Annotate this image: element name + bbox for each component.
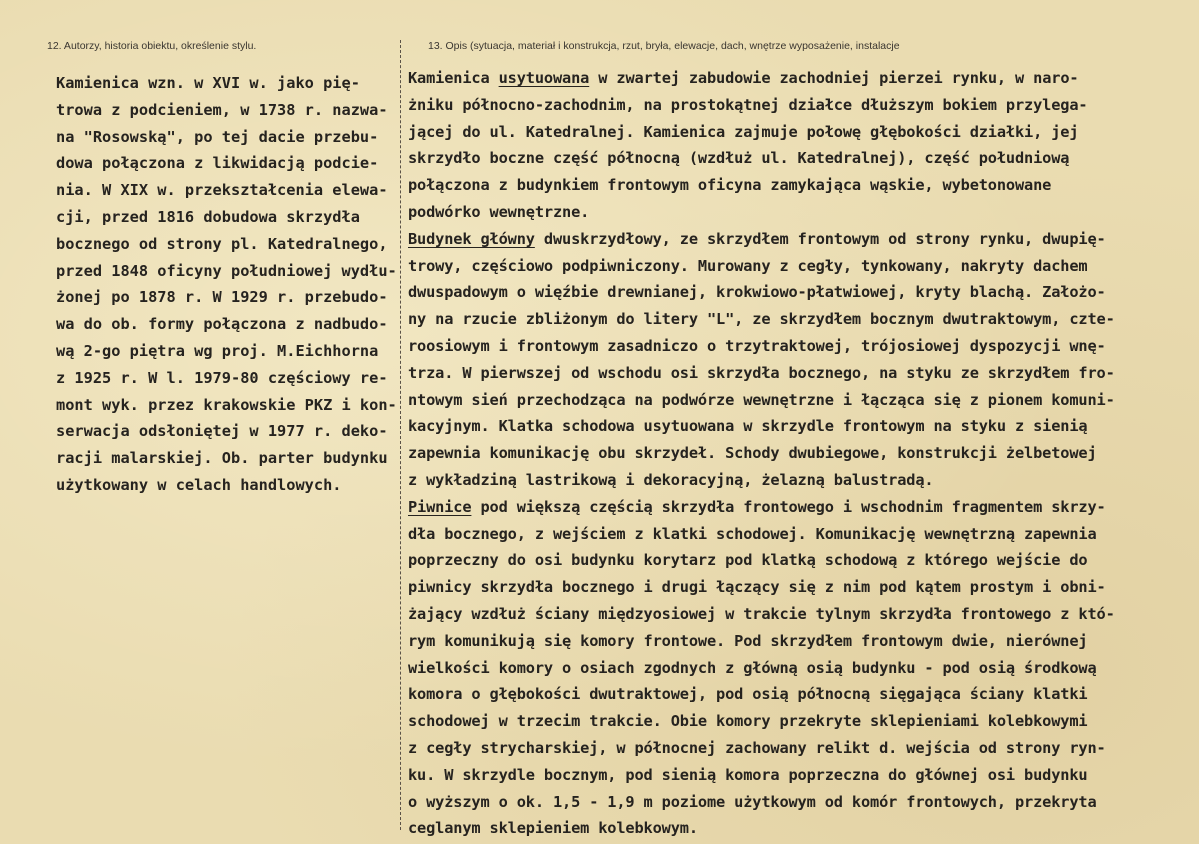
line-text: piwnicy skrzydła bocznego i drugi łączący się z nim pod kątem prostym i obni- bbox=[408, 578, 1106, 597]
description-line bbox=[408, 92, 1198, 119]
description-line bbox=[408, 360, 1198, 387]
description-line bbox=[408, 306, 1198, 333]
description-line bbox=[408, 119, 1198, 146]
description-line bbox=[408, 574, 1198, 601]
section-13-header: 13. Opis (sytuacja, materiał i konstrukcja, rzut, bryła, elewacje, dach, wnętrze wyposażenie, instalacje bbox=[428, 40, 900, 52]
description-line bbox=[408, 762, 1198, 789]
line-text: połączona z budynkiem frontowym oficyna zamykająca wąskie, wybetonowane bbox=[408, 176, 1052, 195]
line-text: zapewnia komunikację obu skrzydeł. Schody dwubiegowe, konstrukcji żelbetowej bbox=[408, 444, 1097, 463]
history-line: trowa z podcieniem, w 1738 r. nazwa- bbox=[56, 100, 388, 119]
line-text: roosiowym i frontowym zasadniczo o trzytraktowej, trójosiowej dyspozycji wnę- bbox=[408, 336, 1106, 355]
description-line bbox=[408, 815, 1198, 842]
line-text: skrzydło boczne część północną (wzdłuż ul. Katedralnej), część południową bbox=[408, 149, 1070, 168]
description-text bbox=[408, 65, 1198, 842]
description-line bbox=[408, 279, 1198, 306]
line-text: podwórko wewnętrzne. bbox=[408, 202, 590, 221]
underlined-term: usytuowana bbox=[498, 69, 590, 87]
line-text: dła bocznego, z wejściem z klatki schodowej. Komunikację wewnętrzną zapewnia bbox=[408, 524, 1097, 543]
history-line: przed 1848 oficyny południowej wydłu- bbox=[56, 261, 397, 280]
line-text: komora o głębokości dwutraktowej, pod osią północną sięgająca ściany klatki bbox=[408, 685, 1088, 704]
history-text bbox=[56, 70, 396, 499]
description-line bbox=[408, 65, 1198, 92]
line-text: ceglanym sklepieniem kolebkowym. bbox=[408, 819, 698, 838]
line-text: poprzeczny do osi budynku korytarz pod klatką schodową z którego wejście do bbox=[408, 551, 1088, 570]
description-line bbox=[408, 253, 1198, 280]
description-line bbox=[408, 601, 1198, 628]
line-text: wielkości komory o osiach zgodnych z główną osią budynku - pod osią środkową bbox=[408, 658, 1097, 677]
description-line bbox=[408, 494, 1198, 521]
history-line: mont wyk. przez krakowskie PKZ i kon- bbox=[56, 395, 397, 414]
history-line: żonej po 1878 r. W 1929 r. przebudo- bbox=[56, 288, 388, 307]
line-text: trza. W pierwszej od wschodu osi skrzydła bocznego, na styku ze skrzydłem fro- bbox=[408, 363, 1115, 382]
description-line bbox=[408, 708, 1198, 735]
history-line: serwacja odsłoniętej w 1977 r. deko- bbox=[56, 422, 388, 441]
history-line: racji malarskiej. Ob. parter budynku bbox=[56, 449, 388, 468]
description-line bbox=[408, 413, 1198, 440]
line-text: dwuskrzydłowy, ze skrzydłem frontowym od strony rynku, dwupię- bbox=[534, 229, 1106, 248]
line-text: trowy, częściowo podpiwniczony. Murowany z cegły, tynkowany, nakryty dachem bbox=[408, 256, 1088, 275]
description-line bbox=[408, 547, 1198, 574]
line-text: Kamienica bbox=[408, 69, 499, 87]
line-text: schodowej w trzecim trakcie. Obie komory przekryte sklepieniami kolebkowymi bbox=[408, 712, 1088, 731]
column-divider bbox=[400, 40, 401, 830]
line-text: rym komunikują się komory frontowe. Pod skrzydłem frontowym dwie, nierównej bbox=[408, 631, 1088, 650]
line-text: kacyjnym. Klatka schodowa usytuowana w skrzydle frontowym na styku z sienią bbox=[408, 417, 1088, 436]
history-line: Kamienica wzn. w XVI w. jako pię- bbox=[56, 74, 360, 92]
history-line: nia. W XIX w. przekształcenia elewa- bbox=[56, 181, 388, 200]
description-line bbox=[408, 681, 1198, 708]
description-line bbox=[408, 735, 1198, 762]
description-line bbox=[408, 440, 1198, 467]
description-line bbox=[408, 655, 1198, 682]
history-line: z 1925 r. W l. 1979-80 częściowy re- bbox=[56, 368, 388, 387]
line-text: o wyższym o ok. 1,5 - 1,9 m poziome użytkowym od komór frontowych, przekryta bbox=[408, 792, 1097, 811]
description-line bbox=[408, 467, 1198, 494]
history-line: wą 2-go piętra wg proj. M.Eichhorna bbox=[56, 341, 379, 360]
section-12-header: 12. Autorzy, historia obiektu, określenie stylu. bbox=[47, 40, 257, 52]
description-line bbox=[408, 521, 1198, 548]
underlined-term: Piwnice bbox=[408, 497, 472, 516]
description-line bbox=[408, 789, 1198, 816]
history-line: wa do ob. formy połączona z nadbudo- bbox=[56, 315, 388, 334]
description-line bbox=[408, 226, 1198, 253]
description-line bbox=[408, 172, 1198, 199]
line-text: w zwartej zabudowie zachodniej pierzei rynku, w naro- bbox=[589, 69, 1079, 87]
description-line bbox=[408, 333, 1198, 360]
history-line: bocznego od strony pl. Katedralnego, bbox=[56, 234, 388, 253]
line-text: ntowym sień przechodząca na podwórze wewnętrzne i łącząca się z pionem komuni- bbox=[408, 390, 1115, 409]
line-text: dwuspadowym o więźbie drewnianej, krokwiowo-płatwiowej, kryty blachą. Założo- bbox=[408, 283, 1106, 302]
underlined-term: Budynek główny bbox=[408, 229, 535, 248]
history-line: dowa połączona z likwidacją podcie- bbox=[56, 154, 379, 173]
description-line bbox=[408, 145, 1198, 172]
line-text: żający wzdłuż ściany międzyosiowej w trakcie tylnym skrzydła frontowego z któ- bbox=[408, 604, 1115, 623]
history-line: użytkowany w celach handlowych. bbox=[56, 475, 342, 494]
line-text: pod większą częścią skrzydła frontowego i wschodnim fragmentem skrzy- bbox=[471, 497, 1106, 516]
line-text: ny na rzucie zbliżonym do litery "L", ze skrzydłem bocznym dwutraktowym, czte- bbox=[408, 310, 1115, 329]
line-text: jącej do ul. Katedralnej. Kamienica zajmuje połowę głębokości działki, jej bbox=[408, 122, 1079, 141]
history-line: na "Rosowską", po tej dacie przebu- bbox=[56, 127, 379, 146]
line-text: z cegły strycharskiej, w północnej zachowany relikt d. wejścia od strony ryn- bbox=[408, 738, 1106, 757]
line-text: ku. W skrzydle bocznym, pod sienią komora poprzeczna do głównej osi budynku bbox=[408, 765, 1088, 784]
line-text: z wykładziną lastrikową i dekoracyjną, żelazną balustradą. bbox=[408, 470, 934, 489]
history-line: cji, przed 1816 dobudowa skrzydła bbox=[56, 207, 360, 226]
line-text: żniku północno-zachodnim, na prostokątnej działce dłuższym bokiem przylega- bbox=[408, 95, 1088, 114]
description-line bbox=[408, 387, 1198, 414]
description-line bbox=[408, 199, 1198, 226]
description-line bbox=[408, 628, 1198, 655]
